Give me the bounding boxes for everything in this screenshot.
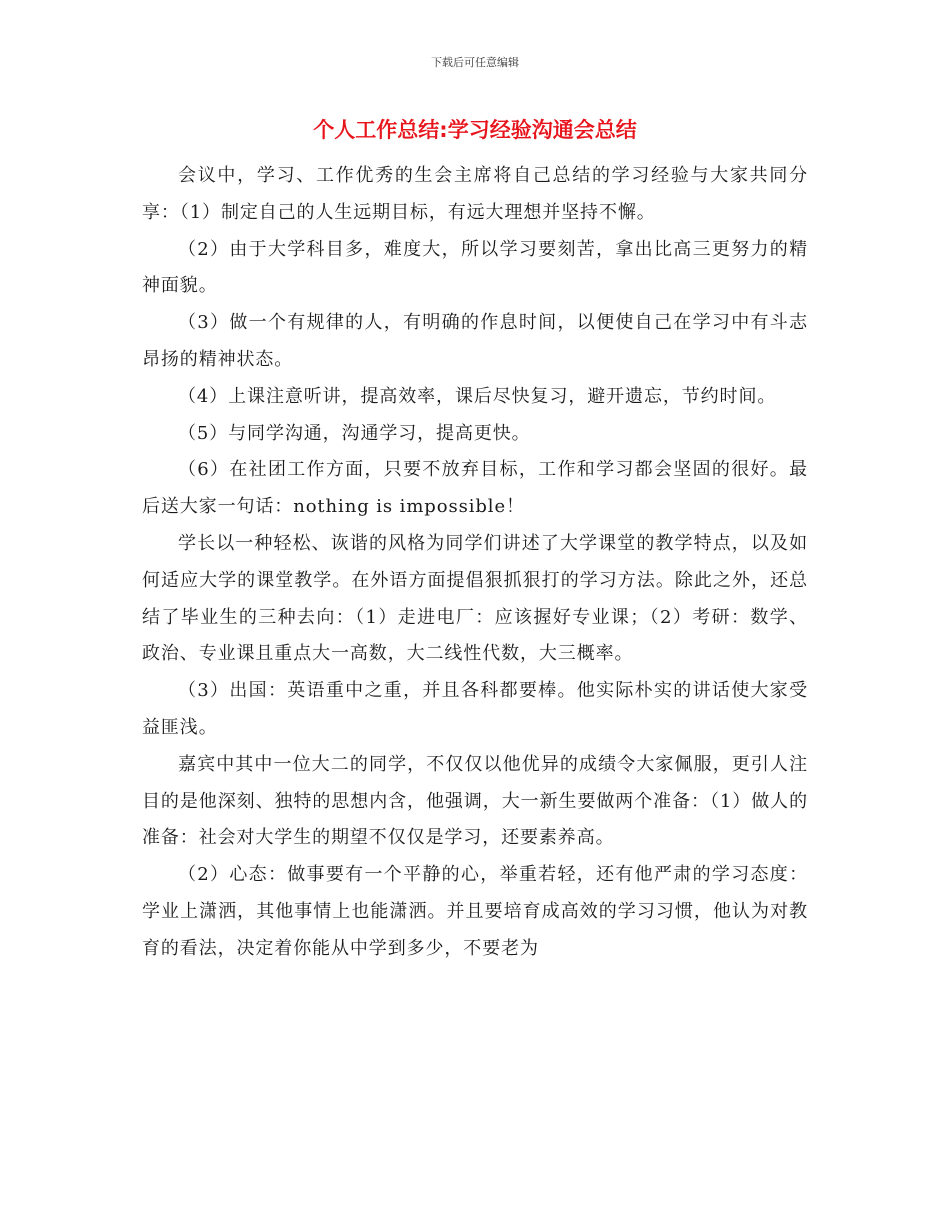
paragraph-7: 学长以一种轻松、诙谐的风格为同学们讲述了大学课堂的教学特点，以及如何适应大学的课堂教学。在外语方面提倡狠抓狠打的学习方法。除此之外，还总结了毕业生的三种去向：（1）走进电厂：应该握好专业课；（2）考研：数学、政治、专业课且重点大一高数，大二线性代数，大三概率。 — [142, 532, 808, 665]
paragraph-5: （5）与同学沟通，沟通学习，提高更快。 — [178, 422, 531, 444]
paragraph-2: （2）由于大学科目多，难度大，所以学习要刻苦，拿出比高三更努力的精神面貌。 — [142, 238, 808, 297]
paragraph-8: （3）出国：英语重中之重，并且各科都要棒。他实际朴实的讲话使大家受益匪浅。 — [142, 680, 808, 738]
document-body — [142, 158, 808, 968]
paragraph-10: （2）心态：做事要有一个平静的心，举重若轻，还有他严肃的学习态度：学业上潇洒，其他事情上也能潇洒。并且要培育成高效的学习习惯，他认为对教育的看法，决定着你能从中学到多少，不要老为 — [142, 864, 808, 959]
paragraph-1: 会议中，学习、工作优秀的生会主席将自己总结的学习经验与大家共同分享：（1）制定自己的人生远期目标，有远大理想并坚持不懈。 — [142, 165, 808, 223]
paragraph-3: （3）做一个有规律的人，有明确的作息时间，以便使自己在学习中有斗志昂扬的精神状态。 — [142, 312, 808, 370]
paragraph-6: （6）在社团工作方面，只要不放弃目标，工作和学习都会坚固的很好。最后送大家一句话：nothing is impossible！ — [142, 459, 808, 518]
paragraph-9: 嘉宾中其中一位大二的同学，不仅仅以他优异的成绩令大家佩服，更引人注目的是他深刻、独特的思想内含，他强调，大一新生要做两个准备：（1）做人的准备：社会对大学生的期望不仅仅是学习，还要素养高。 — [142, 753, 808, 849]
header-note: 下载后可任意编辑 — [431, 56, 519, 69]
paragraph-4: （4）上课注意听讲，提高效率，课后尽快复习，避开遗忘，节约时间。 — [178, 385, 777, 407]
document-title: 个人工作总结:学习经验沟通会总结 — [313, 118, 637, 142]
